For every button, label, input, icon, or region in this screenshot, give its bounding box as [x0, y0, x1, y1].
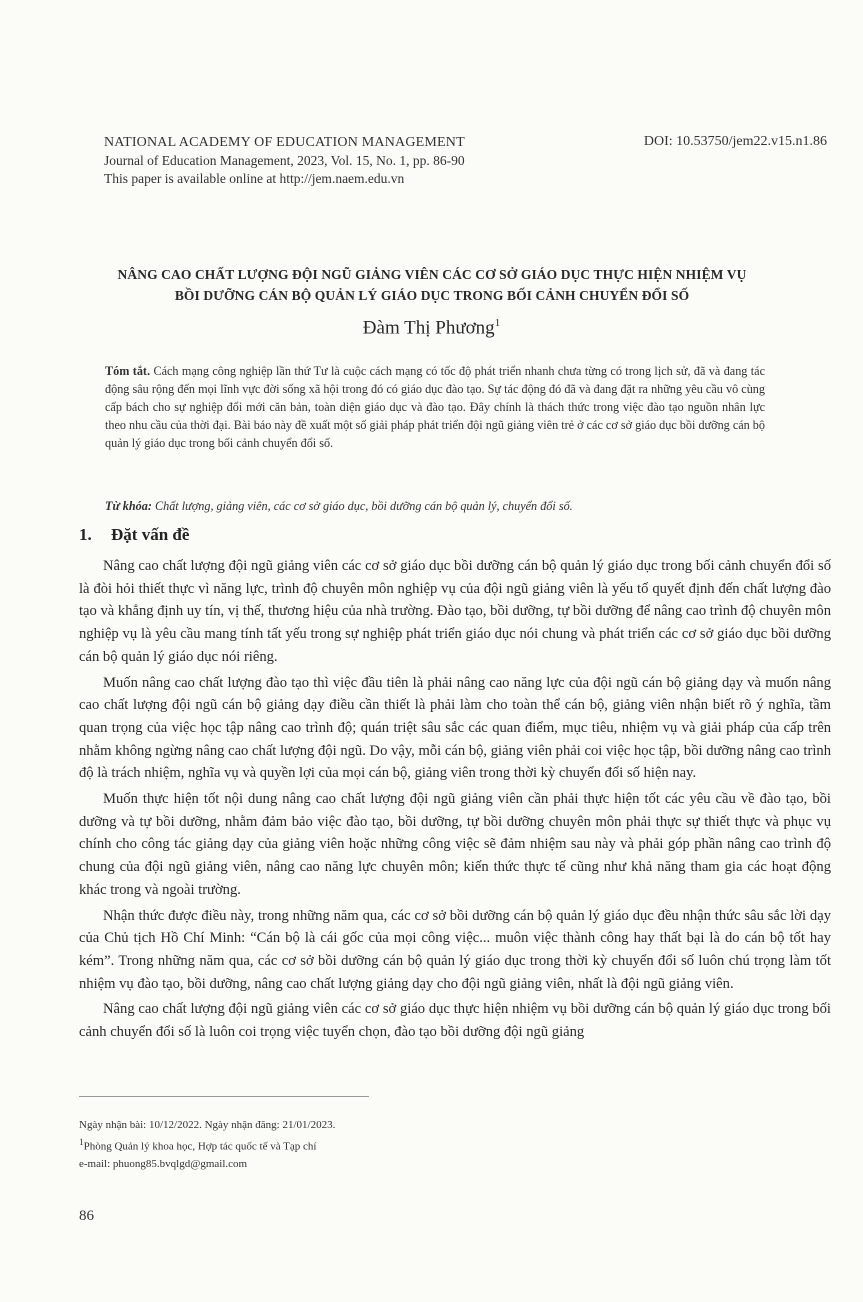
paragraph: Nâng cao chất lượng đội ngũ giảng viên các cơ sở giáo dục bồi dưỡng cán bộ quản lý giáo dục trong bối cảnh chuyển đổi số là đòi hỏi thiết thực vì năng lực, trình độ chuyên môn nghiệp vụ của đội ngũ giảng viên là yếu tố quyết định đến chất lượng đào tạo và khẳng định uy tín, vị thế, thương hiệu của nhà trường. Đào tạo, bồi dưỡng, tự bồi dưỡng để nâng cao trình độ chuyên môn nghiệp vụ là yêu cầu mang tính tất yếu trong sự nghiệp phát triển giáo dục nói chung và phát triển các cơ sở giáo dục bồi dưỡng cán bộ quản lý giáo dục nói riêng.	[79, 558, 831, 665]
journal-citation: Journal of Education Management, 2023, Vol. 15, No. 1, pp. 86-90	[104, 153, 465, 168]
paragraph: Nâng cao chất lượng đội ngũ giảng viên các cơ sở giáo dục thực hiện nhiệm vụ bồi dưỡng cán bộ quản lý giáo dục trong bối cảnh chuyển đổi số là luôn coi trọng việc tuyển chọn, đào tạo bồi dưỡng đội ngũ giảng	[79, 1001, 831, 1041]
doi: DOI: 10.53750/jem22.v15.n1.86	[643, 134, 827, 149]
paragraph: Muốn nâng cao chất lượng đào tạo thì việc đầu tiên là phải nâng cao năng lực của đội ngũ cán bộ giảng dạy và muốn nâng cao chất lượng đội ngũ cán bộ giảng dạy điều cần thiết là phải làm cho toàn thể cán bộ, giảng viên nhận biết rõ ý nghĩa, tầm quan trọng của việc học tập nâng cao trình độ; quán triệt sâu sắc các quan điểm, mục tiêu, nhiệm vụ và giải pháp của cấp trên nhằm không ngừng nâng cao chất lượng đội ngũ. Do vậy, mỗi cán bộ, giảng viên phải coi việc học tập, bồi dưỡng nâng cao trình độ là trách nhiệm, nghĩa vụ và quyền lợi của mọi cán bộ, giảng viên trong thời kỳ chuyển đổi số hiện nay.	[79, 674, 831, 782]
keywords-text: Chất lượng, giảng viên, các cơ sở giáo dục, bồi dưỡng cán bộ quản lý, chuyển đổi số.	[154, 499, 573, 513]
abstract-label: Tóm tắt.	[105, 364, 151, 378]
affiliation-note	[79, 1134, 335, 1156]
academy-name: NATIONAL ACADEMY OF EDUCATION MANAGEMENT	[104, 135, 465, 150]
title-line-2: BỒI DƯỠNG CÁN BỘ QUẢN LÝ GIÁO DỤC TRONG BỐI CẢNH CHUYỂN ĐỔI SỐ	[174, 288, 690, 303]
keywords	[105, 497, 765, 515]
paragraph: Muốn thực hiện tốt nội dung nâng cao chất lượng đội ngũ giảng viên cần phải thực hiện tốt các yêu cầu về đào tạo, bồi dưỡng và tự bồi dưỡng, nhằm đảm bảo việc đào tạo, bồi dưỡng, tự bồi dưỡng chuyên môn phải thực sự thiết thực và phục vụ chính cho công tác giảng dạy của giảng viên hoặc những công việc sẽ đảm nhiệm sau này và phải góp phần nâng cao trình độ chung của đội ngũ giảng viên, nâng cao năng lực chuyên môn; kiến thức thực tế cũng như khả năng tham gia các hoạt động khác trong và ngoài trường.	[79, 791, 831, 898]
title-line-1: NÂNG CAO CHẤT LƯỢNG ĐỘI NGŨ GIẢNG VIÊN CÁC CƠ SỞ GIÁO DỤC THỰC HIỆN NHIỆM VỤ	[117, 267, 747, 282]
author-name: Đàm Thị Phương	[362, 317, 495, 339]
page-number: 86	[79, 1208, 94, 1224]
section-number: 1.	[79, 525, 92, 544]
journal-header	[104, 134, 465, 188]
abstract-text: Cách mạng công nghiệp lần thứ Tư là cuộc cách mạng có tốc độ phát triển nhanh chưa từng có trong lịch sử, đã và đang tác động sâu rộng đến mọi lĩnh vực đời sống xã hội trong đó có giáo dục đào tạo. Sự tác động đó đã và đang đặt ra những yêu cầu vô cùng cấp bách cho sự nghiệp đổi mới căn bản, toàn diện giáo dục và đào tạo. Đây chính là thách thức trong việc đào tạo nguồn nhân lực theo nhu cầu của thời đại. Bài báo này đề xuất một số giải pháp phát triển đội ngũ giảng viên trẻ ở các cơ sở giáo dục bồi dưỡng cán bộ quản lý giáo dục trong bối cảnh chuyển đổi số.	[105, 364, 766, 450]
footnote-divider	[79, 1096, 369, 1097]
author-footnote-marker: 1	[494, 317, 501, 329]
body-text	[79, 555, 831, 1047]
author-email: e-mail: phuong85.bvqlgd@gmail.com	[79, 1157, 248, 1170]
section-title: Đặt vấn đề	[111, 525, 190, 544]
section-heading	[79, 525, 189, 545]
paper-title	[60, 264, 804, 306]
abstract	[105, 362, 765, 452]
received-dates: Ngày nhận bài: 10/12/2022. Ngày nhận đăng: 21/01/2023.	[79, 1119, 336, 1131]
paragraph: Nhận thức được điều này, trong những năm qua, các cơ sở bồi dưỡng cán bộ quản lý giáo dục đều nhận thức sâu sắc lời dạy của Chủ tịch Hồ Chí Minh: “Cán bộ là cái gốc của mọi công việc... muôn việc thành công hay thất bại là do cán bộ tốt hay kém”. Trong những năm qua, các cơ sở bồi dưỡng cán bộ quản lý giáo dục trong thời kỳ chuyển đổi số luôn chú trọng làm tốt nhiệm vụ đào tạo, bồi dưỡng, nâng cao chất lượng giảng dạy cho đội ngũ giảng viên, nhất là đội ngũ giảng viên.	[79, 907, 831, 992]
author	[0, 317, 863, 339]
footnotes	[79, 1117, 335, 1173]
affiliation-marker: 1	[79, 1137, 84, 1147]
affiliation: Phòng Quản lý khoa học, Hợp tác quốc tế và Tạp chí	[83, 1140, 317, 1153]
keywords-label: Từ khóa:	[105, 499, 152, 513]
online-availability: This paper is available online at http://jem.naem.edu.vn	[104, 171, 405, 186]
